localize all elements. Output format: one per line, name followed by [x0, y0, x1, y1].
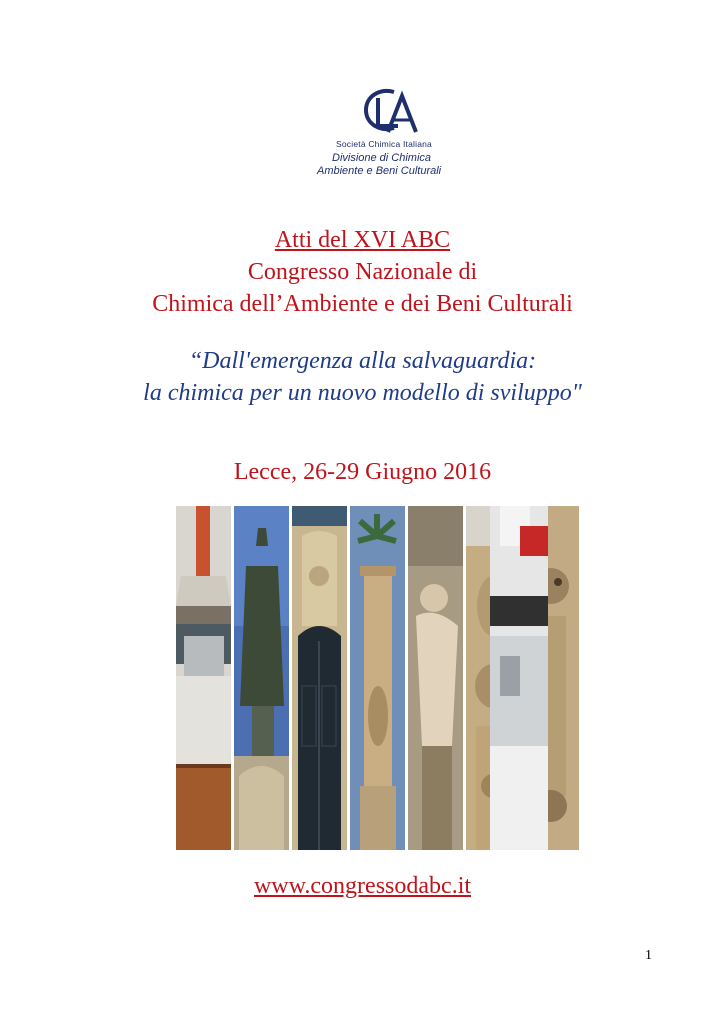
title-line-2: Congresso Nazionale di	[247, 259, 478, 285]
division-name-line1: Divisione di Chimica	[332, 152, 432, 164]
title-line-3: Chimica dell’Ambiente e dei Beni Culturali	[152, 291, 573, 317]
sci-logo-icon	[358, 88, 420, 140]
title-line-1: Atti del XVI ABC	[274, 227, 451, 253]
division-name-line2: Ambiente e Beni Culturali	[317, 165, 442, 177]
proceedings-title	[0, 224, 725, 320]
photo-strip-baroque-door	[292, 506, 347, 850]
photo-strip-laboratory-equipment	[490, 506, 548, 850]
photo-strip-crucifix	[408, 506, 463, 850]
congress-theme	[0, 345, 725, 409]
event-date-location: Lecce, 26-29 Giugno 2016	[233, 459, 492, 485]
photo-strip-carved-column	[350, 506, 405, 850]
photo-strip-laboratory-fume-hood	[176, 506, 231, 850]
theme-line-2: la chimica per un nuovo modello di sviluppo"	[143, 380, 582, 406]
congress-website-link[interactable]: www.congressodabc.it	[253, 873, 472, 899]
society-name: Società Chimica Italiana	[336, 139, 432, 149]
page-number: 1	[645, 948, 652, 963]
photo-strip-bishop-statue	[234, 506, 289, 850]
theme-line-1: “Dall'emergenza alla salvaguardia:	[188, 348, 537, 374]
sci-logo	[300, 88, 480, 188]
